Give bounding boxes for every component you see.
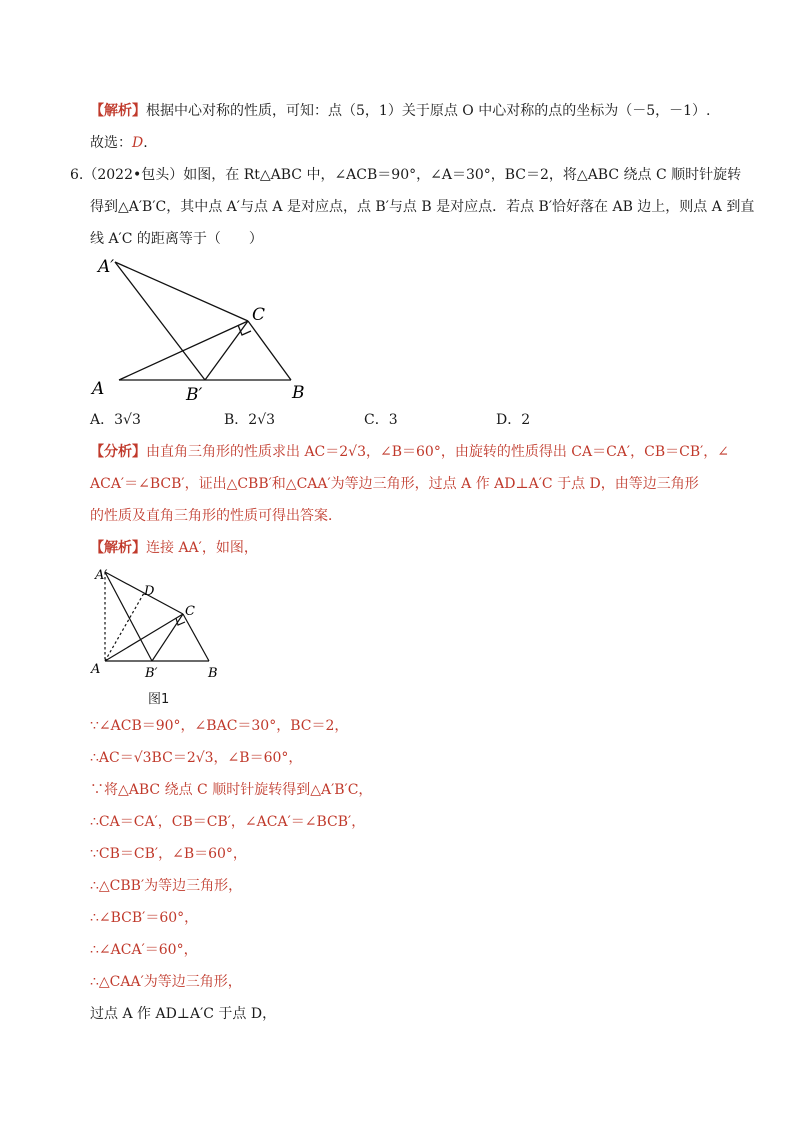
option-a[interactable]: A．3√3: [90, 412, 141, 428]
options-row: [90, 409, 690, 429]
right-angle-mark: [176, 618, 185, 625]
prev-solution-line: [90, 101, 710, 121]
figure-caption: 图1: [148, 692, 170, 707]
prev-solution-text: 根据中心对称的性质，可知：点（5，1）关于原点 O 中心对称的点的坐标为（－5，－1）.: [146, 103, 711, 119]
segment-CB: [183, 614, 209, 661]
segment-B'C: [205, 321, 248, 380]
prev-conclusion: [90, 133, 148, 153]
label-C: C: [185, 604, 195, 619]
rotation-figure: [88, 252, 318, 406]
conclusion-suffix: .: [143, 135, 148, 151]
label-D: D: [144, 584, 155, 599]
label-B: B: [208, 666, 218, 681]
label-A-prime: A′: [98, 257, 115, 277]
label-B-prime: B′: [145, 666, 158, 681]
step-7: ∴∠BCB′＝60°，: [90, 910, 199, 926]
conclusion-prefix: 故选：: [90, 135, 132, 151]
step-10: 过点 A 作 AD⊥A′C 于点 D，: [90, 1006, 277, 1022]
question-line-3: 线 A′C 的距离等于（ ）: [90, 231, 263, 247]
segment-A'C: [115, 262, 248, 321]
step-6: ∴△CBB′为等边三角形，: [90, 878, 243, 894]
solution-figure: [86, 562, 236, 686]
segment-B'C: [152, 614, 183, 661]
conclusion-answer: D: [132, 135, 144, 151]
analysis-text-1: 由直角三角形的性质求出 AC＝2√3，∠B＝60°，由旋转的性质得出 CA＝CA′，CB＝CB′，∠: [146, 444, 730, 460]
step-2: ∴AC＝√3BC＝2√3，∠B＝60°，: [90, 750, 303, 766]
step-8: ∴∠ACA′＝60°，: [90, 942, 198, 958]
analysis-line-3: 的性质及直角三角形的性质可得出答案．: [90, 508, 342, 524]
label-B-prime: B′: [186, 385, 203, 405]
segment-AD: [105, 593, 144, 661]
solution-intro-text: 连接 AA′，如图，: [146, 540, 258, 556]
label-A-prime: A′: [95, 568, 108, 583]
segment-CB: [248, 321, 291, 380]
solution-tag: 【解析】: [90, 103, 146, 119]
segment-AC: [105, 614, 183, 661]
option-b[interactable]: B．2√3: [224, 412, 276, 428]
label-C: C: [252, 305, 266, 325]
option-d[interactable]: D．2: [496, 412, 531, 428]
solution-intro: [90, 538, 258, 558]
step-4: ∴CA＝CA′，CB＝CB′，∠ACA′＝∠BCB′，: [90, 814, 366, 830]
step-1: ∵∠ACB＝90°，∠BAC＝30°，BC＝2，: [90, 718, 349, 734]
analysis-line-2: ACA′＝∠BCB′，证出△CBB′和△CAA′为等边三角形，过点 A 作 AD⊥A′C 于点 D，由等边三角形: [90, 476, 699, 492]
segment-A'B': [115, 262, 205, 380]
label-A: A: [91, 662, 101, 677]
analysis-line-1: [90, 442, 729, 462]
step-9: ∴△CAA′为等边三角形，: [90, 974, 242, 990]
label-B: B: [292, 383, 305, 403]
analysis-tag: 【分析】: [90, 444, 146, 460]
option-c[interactable]: C．3: [364, 412, 398, 428]
question-line-2: 得到△A′B′C，其中点 A′与点 A 是对应点，点 B′与点 B 是对应点．若点 B′恰好落在 AB 边上，则点 A 到直: [90, 199, 755, 215]
question-line-1: 6.（2022•包头）如图，在 Rt△ABC 中，∠ACB＝90°，∠A＝30°，BC＝2，将△ABC 绕点 C 顺时针旋转: [70, 167, 742, 183]
label-A: A: [92, 379, 105, 399]
solution-tag-2: 【解析】: [90, 540, 146, 556]
step-3: ∵将△ABC 绕点 C 顺时针旋转得到△A′B′C，: [90, 782, 373, 798]
step-5: ∵CB＝CB′，∠B＝60°，: [90, 846, 247, 862]
segment-AC: [119, 321, 248, 380]
